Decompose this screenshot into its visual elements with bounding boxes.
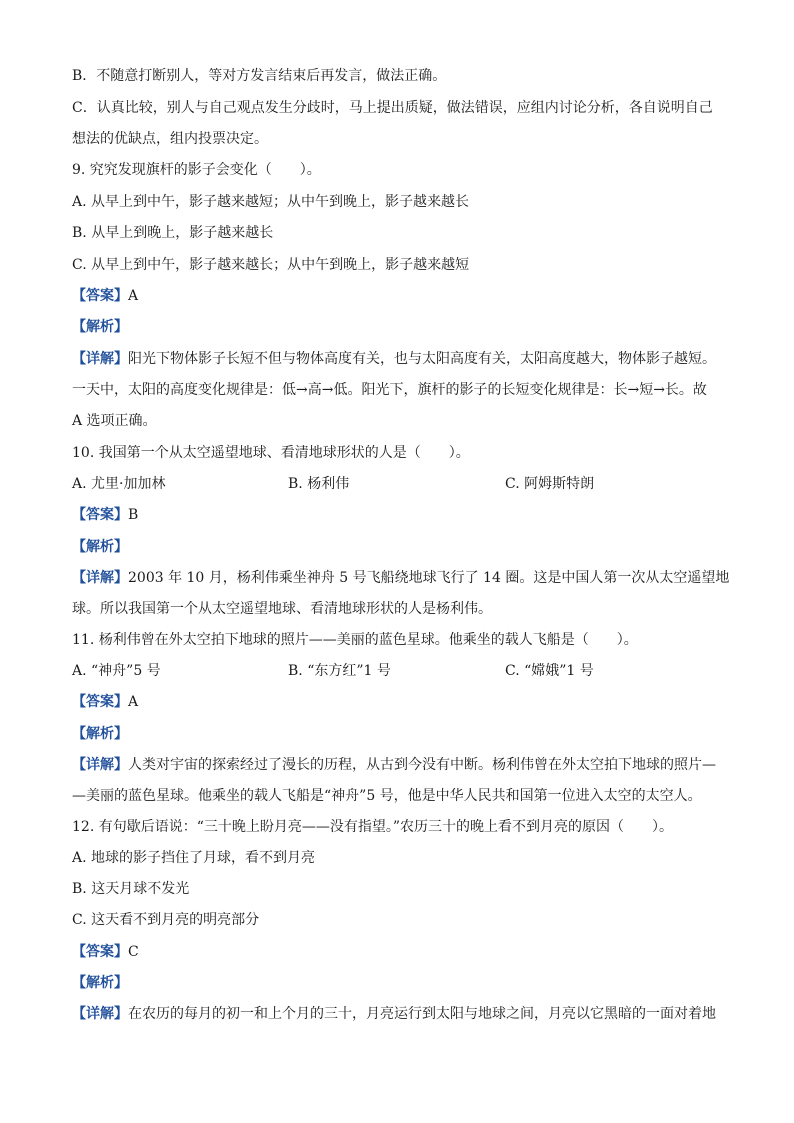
q9-option-c: C. 从早上到中午，影子越来越长；从中午到晚上，影子越来越短 bbox=[72, 257, 470, 273]
q10-option-a: A. 尤里·加加林 bbox=[72, 476, 166, 492]
q9-stem: 9. 究究发现旗杆的影子会变化（ ）。 bbox=[72, 162, 321, 178]
answer-tag: 【答案】 bbox=[72, 288, 128, 304]
q9-detail-line3: A 选项正确。 bbox=[72, 413, 157, 429]
q12-stem: 12. 有句歇后语说：“三十晚上盼月亮——没有指望。”农历三十的晚上看不到月亮的原因（ ）。 bbox=[72, 819, 674, 835]
answer-value: A bbox=[128, 694, 139, 710]
answer-tag: 【答案】 bbox=[72, 507, 128, 523]
q10-detail-line2: 球。所以我国第一个从太空遥望地球、看清地球形状的人是杨利伟。 bbox=[72, 601, 492, 617]
q11-detail-line1 bbox=[72, 755, 722, 775]
analysis-tag: 【解析】 bbox=[72, 539, 128, 555]
q9-detail-line1 bbox=[72, 349, 722, 369]
answer-value: A bbox=[128, 288, 139, 304]
q9-option-a: A. 从早上到中午，影子越来越短；从中午到晚上，影子越来越长 bbox=[72, 194, 470, 210]
q11-stem: 11. 杨利伟曾在外太空拍下地球的照片——美丽的蓝色星球。他乘坐的载人飞船是（ ）。 bbox=[72, 632, 638, 648]
analysis-tag: 【解析】 bbox=[72, 319, 128, 335]
detail-tag: 【详解】 bbox=[72, 351, 128, 367]
q11-answer bbox=[72, 692, 722, 712]
detail-tag: 【详解】 bbox=[72, 1006, 128, 1022]
answer-value: B bbox=[128, 507, 139, 523]
analysis-tag: 【解析】 bbox=[72, 726, 128, 742]
detail-text: 在农历的每月的初一和上个月的三十，月亮运行到太阳与地球之间，月亮以它黑暗的一面对着地 bbox=[128, 1006, 716, 1022]
q11-option-c: C. “嫦娥”1 号 bbox=[505, 663, 594, 679]
answer-tag: 【答案】 bbox=[72, 944, 128, 960]
q12-analysis bbox=[72, 973, 722, 993]
q10-option-c: C. 阿姆斯特朗 bbox=[505, 476, 595, 492]
q8-option-b: B．不随意打断别人，等对方发言结束后再发言，做法正确。 bbox=[72, 68, 447, 84]
q8-option-c-line1: C．认真比较，别人与自己观点发生分歧时，马上提出质疑，做法错误，应组内讨论分析，各自说明自己 bbox=[72, 100, 713, 116]
analysis-tag: 【解析】 bbox=[72, 975, 128, 991]
q10-stem: 10. 我国第一个从太空遥望地球、看清地球形状的人是（ ）。 bbox=[72, 445, 470, 461]
detail-tag: 【详解】 bbox=[72, 570, 128, 586]
q11-option-b: B. “东方红”1 号 bbox=[288, 663, 391, 679]
q10-option-b: B. 杨利伟 bbox=[288, 476, 350, 492]
q9-analysis bbox=[72, 317, 722, 337]
q10-detail-line1 bbox=[72, 568, 730, 588]
detail-tag: 【详解】 bbox=[72, 757, 128, 773]
q11-option-a: A. “神舟”5 号 bbox=[72, 663, 161, 679]
q10-answer bbox=[72, 505, 722, 525]
q12-option-b: B. 这天月球不发光 bbox=[72, 881, 190, 897]
q12-answer bbox=[72, 942, 722, 962]
detail-text: 人类对宇宙的探索经过了漫长的历程，从古到今没有中断。杨利伟曾在外太空拍下地球的照片— bbox=[128, 757, 716, 773]
q9-option-b: B. 从早上到晚上，影子越来越长 bbox=[72, 225, 274, 241]
q10-analysis bbox=[72, 537, 722, 557]
detail-text: 2003 年 10 月，杨利伟乘坐神舟 5 号飞船绕地球飞行了 14 圈。这是中国人第一次从太空遥望地 bbox=[128, 570, 730, 586]
q8-option-c-line2: 想法的优缺点，组内投票决定。 bbox=[72, 131, 268, 147]
q12-detail-line1 bbox=[72, 1004, 722, 1024]
answer-tag: 【答案】 bbox=[72, 694, 128, 710]
answer-value: C bbox=[128, 944, 139, 960]
q9-answer bbox=[72, 286, 722, 306]
q9-detail-line2: 一天中，太阳的高度变化规律是：低→高→低。阳光下，旗杆的影子的长短变化规律是：长→短→长。故 bbox=[72, 382, 707, 398]
detail-text: 阳光下物体影子长短不但与物体高度有关，也与太阳高度有关，太阳高度越大，物体影子越短。 bbox=[128, 351, 716, 367]
q11-detail-line2: —美丽的蓝色星球。他乘坐的载人飞船是“神舟”5 号，他是中华人民共和国第一位进入太空的太空人。 bbox=[72, 788, 702, 804]
q11-analysis bbox=[72, 724, 722, 744]
q12-option-c: C. 这天看不到月亮的明亮部分 bbox=[72, 912, 260, 928]
q12-option-a: A. 地球的影子挡住了月球，看不到月亮 bbox=[72, 850, 316, 866]
